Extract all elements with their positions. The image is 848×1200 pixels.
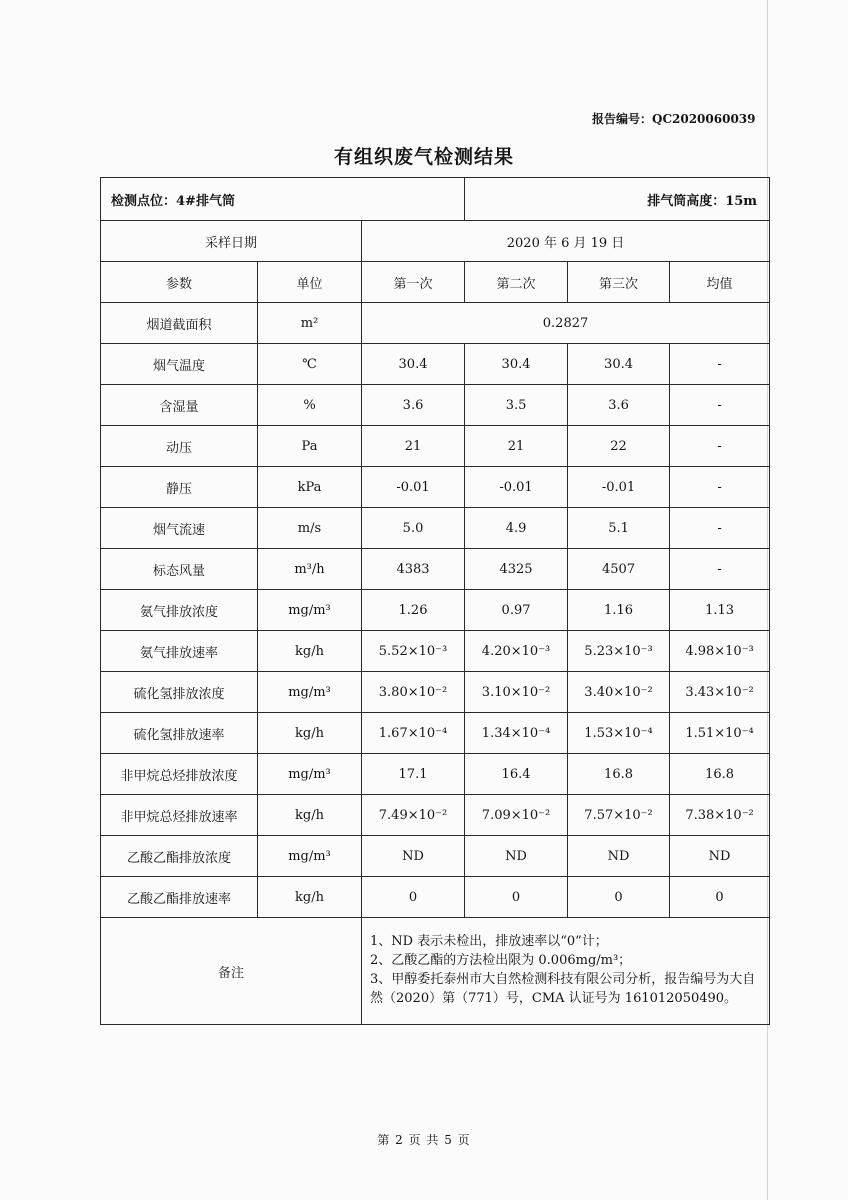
column-header-row	[101, 262, 770, 303]
value-cell-third: 30.4	[568, 344, 670, 385]
stack-height: 排气筒高度：15m	[465, 178, 770, 221]
col-header-param: 参数	[101, 262, 258, 303]
value-cell-second: 4325	[465, 549, 568, 590]
value-cell-first: 7.49×10⁻²	[362, 795, 465, 836]
value-cell-first: -0.01	[362, 467, 465, 508]
param-cell: 非甲烷总烃排放速率	[101, 795, 258, 836]
unit-cell: ℃	[258, 344, 362, 385]
unit-cell: m³/h	[258, 549, 362, 590]
param-cell: 氨气排放速率	[101, 631, 258, 672]
sampling-date-value: 2020 年 6 月 19 日	[362, 221, 770, 262]
value-cell-third: 7.57×10⁻²	[568, 795, 670, 836]
remarks-row	[101, 918, 770, 1025]
unit-cell: mg/m³	[258, 754, 362, 795]
table-header-row	[101, 178, 770, 221]
param-cell: 乙酸乙酯排放速率	[101, 877, 258, 918]
table-row	[101, 754, 770, 795]
sampling-date-row	[101, 221, 770, 262]
value-cell-average: -	[670, 344, 770, 385]
unit-cell: mg/m³	[258, 672, 362, 713]
unit-cell: kPa	[258, 467, 362, 508]
table-row	[101, 549, 770, 590]
unit-cell: Pa	[258, 426, 362, 467]
remarks-notes	[362, 918, 770, 1025]
value-cell-first: ND	[362, 836, 465, 877]
table-row	[101, 672, 770, 713]
value-cell-third: 5.23×10⁻³	[568, 631, 670, 672]
param-cell: 非甲烷总烃排放浓度	[101, 754, 258, 795]
value-cell-average: 1.13	[670, 590, 770, 631]
table-row	[101, 426, 770, 467]
value-cell-second: 0	[465, 877, 568, 918]
value-cell-third: 16.8	[568, 754, 670, 795]
value-cell-average: -	[670, 426, 770, 467]
monitoring-point: 检测点位：4#排气筒	[101, 178, 465, 221]
value-cell-third: 4507	[568, 549, 670, 590]
col-header-third: 第三次	[568, 262, 670, 303]
emission-results-table	[100, 177, 770, 1025]
value-cell-third: ND	[568, 836, 670, 877]
page-title: 有组织废气检测结果	[333, 146, 514, 168]
value-cell-second: 1.34×10⁻⁴	[465, 713, 568, 754]
param-cell: 含湿量	[101, 385, 258, 426]
value-cell-average: 7.38×10⁻²	[670, 795, 770, 836]
value-cell-average: -	[670, 508, 770, 549]
value-cell-third: 3.40×10⁻²	[568, 672, 670, 713]
value-cell-second: 3.5	[465, 385, 568, 426]
value-cell-second: ND	[465, 836, 568, 877]
remark-item: 2、乙酸乙酯的方法检出限为 0.006mg/m³；	[370, 953, 632, 968]
table-row	[101, 467, 770, 508]
table-row	[101, 836, 770, 877]
page-number: 第 2 页 共 5 页	[377, 1133, 471, 1147]
value-cell-second: 30.4	[465, 344, 568, 385]
value-cell-average: ND	[670, 836, 770, 877]
param-cell: 烟道截面积	[101, 303, 258, 344]
table-row	[101, 631, 770, 672]
unit-cell: kg/h	[258, 877, 362, 918]
col-header-unit: 单位	[258, 262, 362, 303]
value-cell-third: 22	[568, 426, 670, 467]
unit-cell: kg/h	[258, 631, 362, 672]
value-cell-third: 1.53×10⁻⁴	[568, 713, 670, 754]
param-cell: 烟气温度	[101, 344, 258, 385]
value-cell-first: 3.80×10⁻²	[362, 672, 465, 713]
value-cell-average: 3.43×10⁻²	[670, 672, 770, 713]
table-row	[101, 795, 770, 836]
param-cell: 标态风量	[101, 549, 258, 590]
param-cell: 硫化氢排放速率	[101, 713, 258, 754]
report-number: 报告编号：QC2020060039	[592, 112, 756, 126]
value-cell-first: 5.52×10⁻³	[362, 631, 465, 672]
value-cell-average: -	[670, 385, 770, 426]
value-cell-third: 1.16	[568, 590, 670, 631]
value-cell-average: 4.98×10⁻³	[670, 631, 770, 672]
col-header-average: 均值	[670, 262, 770, 303]
value-cell-first: 4383	[362, 549, 465, 590]
value-cell-first: 1.67×10⁻⁴	[362, 713, 465, 754]
value-cell-second: 4.20×10⁻³	[465, 631, 568, 672]
value-cell-third: 0	[568, 877, 670, 918]
remark-item: 1、ND 表示未检出，排放速率以“0”计；	[370, 934, 608, 949]
value-cell-second: 7.09×10⁻²	[465, 795, 568, 836]
value-cell-second: 16.4	[465, 754, 568, 795]
remarks-label: 备注	[101, 918, 362, 1025]
value-cell-average: -	[670, 467, 770, 508]
value-cell-first: 21	[362, 426, 465, 467]
merged-value-cell: 0.2827	[362, 303, 770, 344]
col-header-first: 第一次	[362, 262, 465, 303]
table-row	[101, 877, 770, 918]
unit-cell: kg/h	[258, 795, 362, 836]
value-cell-average: 16.8	[670, 754, 770, 795]
value-cell-first: 0	[362, 877, 465, 918]
table-row	[101, 590, 770, 631]
unit-cell: m/s	[258, 508, 362, 549]
value-cell-second: 21	[465, 426, 568, 467]
unit-cell: mg/m³	[258, 590, 362, 631]
value-cell-first: 30.4	[362, 344, 465, 385]
value-cell-first: 1.26	[362, 590, 465, 631]
value-cell-third: 3.6	[568, 385, 670, 426]
value-cell-first: 3.6	[362, 385, 465, 426]
value-cell-second: 0.97	[465, 590, 568, 631]
remark-item: 3、甲醇委托泰州市大自然检测科技有限公司分析，报告编号为大自然（2020）第（771）号，CMA 认证号为 161012050490。	[370, 972, 756, 1006]
table-row	[101, 713, 770, 754]
unit-cell: %	[258, 385, 362, 426]
value-cell-second: 4.9	[465, 508, 568, 549]
table-row	[101, 303, 770, 344]
value-cell-average: 0	[670, 877, 770, 918]
value-cell-second: 3.10×10⁻²	[465, 672, 568, 713]
value-cell-third: -0.01	[568, 467, 670, 508]
unit-cell: kg/h	[258, 713, 362, 754]
unit-cell: m²	[258, 303, 362, 344]
value-cell-average: 1.51×10⁻⁴	[670, 713, 770, 754]
param-cell: 乙酸乙酯排放浓度	[101, 836, 258, 877]
value-cell-first: 5.0	[362, 508, 465, 549]
param-cell: 氨气排放浓度	[101, 590, 258, 631]
table-row	[101, 385, 770, 426]
sampling-date-label: 采样日期	[101, 221, 362, 262]
unit-cell: mg/m³	[258, 836, 362, 877]
value-cell-third: 5.1	[568, 508, 670, 549]
value-cell-average: -	[670, 549, 770, 590]
param-cell: 烟气流速	[101, 508, 258, 549]
table-row	[101, 508, 770, 549]
col-header-second: 第二次	[465, 262, 568, 303]
value-cell-second: -0.01	[465, 467, 568, 508]
table-row	[101, 344, 770, 385]
param-cell: 动压	[101, 426, 258, 467]
param-cell: 静压	[101, 467, 258, 508]
value-cell-first: 17.1	[362, 754, 465, 795]
param-cell: 硫化氢排放浓度	[101, 672, 258, 713]
